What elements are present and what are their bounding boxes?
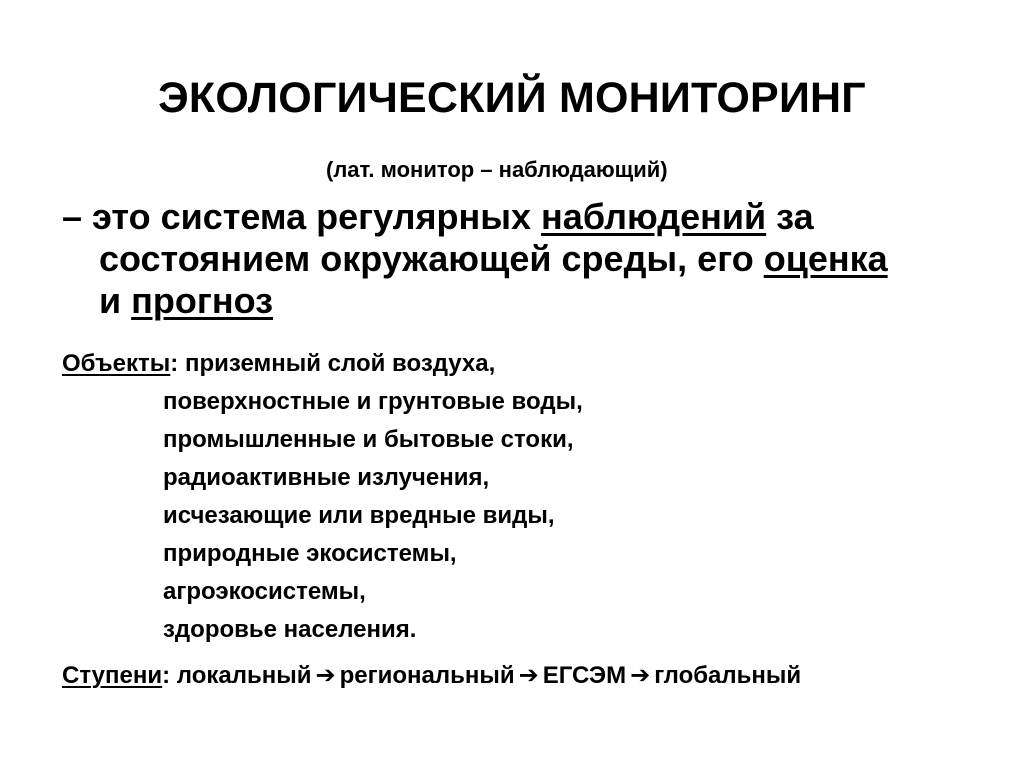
objects-list-item: исчезающие или вредные виды,	[163, 502, 555, 529]
definition-line-3-prefix: и	[99, 280, 132, 321]
right-arrow-icon: ➔	[518, 661, 539, 689]
stages-colon: :	[162, 662, 171, 689]
slide-title: ЭКОЛОГИЧЕСКИЙ МОНИТОРИНГ	[158, 74, 866, 122]
underlined-term-assessment: оценка	[763, 238, 888, 279]
definition-line-2-prefix: состоянием окружающей среды, его	[99, 238, 764, 279]
definition-line-3	[62, 280, 1002, 322]
right-arrow-icon: ➔	[315, 661, 336, 689]
objects-section	[62, 345, 583, 649]
definition-line-1-prefix: – это система регулярных	[62, 196, 542, 237]
stage-egsem: ЕГСЭМ	[542, 662, 627, 689]
objects-colon: :	[170, 350, 179, 377]
stage-regional: региональный	[339, 662, 515, 689]
objects-label: Объекты	[62, 350, 171, 377]
objects-list-item: радиоактивные излучения,	[163, 464, 490, 491]
objects-list-item: поверхностные и грунтовые воды,	[163, 388, 583, 415]
stages-label: Ступени	[62, 662, 163, 689]
definition-text	[62, 196, 1002, 322]
objects-first-row	[62, 345, 583, 383]
objects-list-item: агроэкосистемы,	[163, 578, 366, 605]
definition-line-1	[62, 196, 1002, 238]
slide-subtitle: (лат. монитор – наблюдающий)	[326, 157, 668, 182]
stage-global: глобальный	[654, 662, 802, 689]
definition-line-2	[62, 238, 1002, 280]
underlined-term-forecast: прогноз	[131, 280, 274, 321]
definition-line-1-suffix: за	[766, 196, 814, 237]
objects-first-item: приземный слой воздуха,	[178, 350, 496, 377]
objects-list-item: здоровье населения.	[163, 616, 417, 643]
stages-section	[62, 657, 801, 694]
right-arrow-icon: ➔	[630, 661, 651, 689]
underlined-term-observations: наблюдений	[541, 196, 767, 237]
objects-list-item: природные экосистемы,	[163, 540, 457, 567]
stage-local: локальный	[176, 662, 312, 689]
objects-list-item: промышленные и бытовые стоки,	[163, 426, 574, 453]
